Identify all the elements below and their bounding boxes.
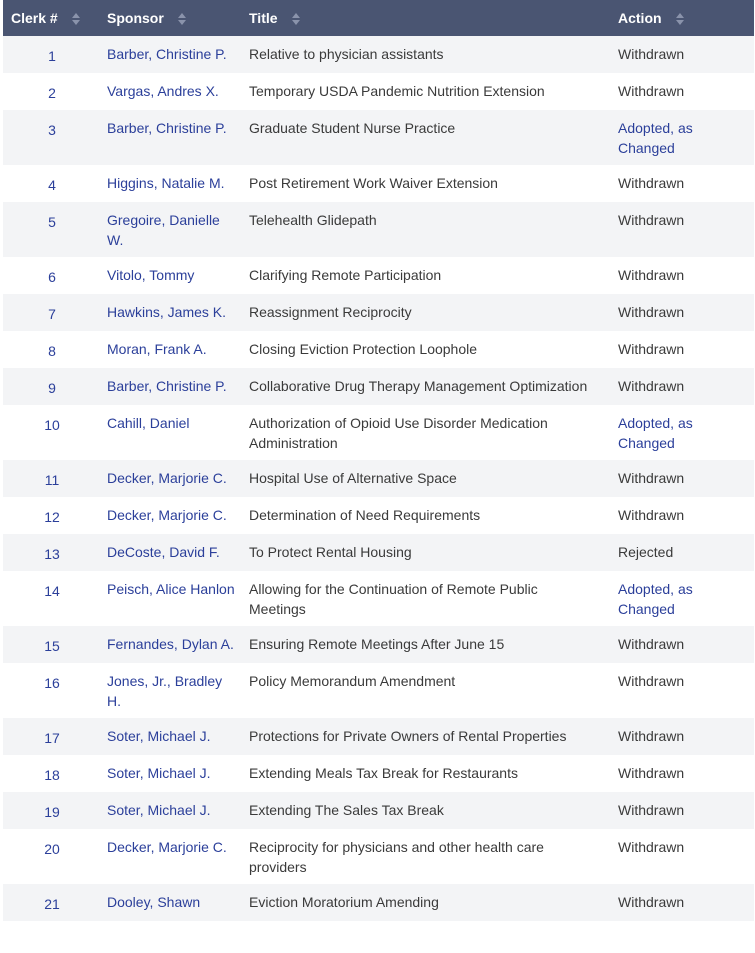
clerk-number-link[interactable]: 7 — [48, 306, 56, 322]
action-cell: Withdrawn — [618, 470, 685, 486]
sponsor-cell — [101, 792, 245, 829]
sort-icon[interactable] — [292, 13, 300, 25]
header-row — [3, 0, 754, 36]
sponsor-cell — [101, 73, 245, 110]
table-header — [3, 0, 754, 36]
table-row — [3, 663, 754, 718]
action-cell: Withdrawn — [618, 46, 685, 62]
title-cell: Closing Eviction Protection Loophole — [249, 341, 478, 357]
sponsor-cell — [101, 497, 245, 534]
title-cell: Telehealth Glidepath — [249, 212, 377, 228]
sponsor-cell — [101, 626, 245, 663]
sponsor-link[interactable]: Vargas, Andres X. — [107, 83, 219, 99]
title-cell: Post Retirement Work Waiver Extension — [249, 175, 498, 191]
title-cell: Policy Memorandum Amendment — [249, 673, 456, 689]
sponsor-cell — [101, 331, 245, 368]
sort-icon[interactable] — [676, 13, 684, 25]
sponsor-cell — [101, 368, 245, 405]
title-cell: Reassignment Reciprocity — [249, 304, 412, 320]
action-cell: Withdrawn — [618, 175, 685, 191]
sponsor-cell — [101, 460, 245, 497]
title-cell: Determination of Need Requirements — [249, 507, 481, 523]
clerk-number-link[interactable]: 5 — [48, 214, 56, 230]
sponsor-cell — [101, 884, 245, 921]
clerk-number-link[interactable]: 20 — [44, 841, 60, 857]
table-row — [3, 110, 754, 165]
action-cell[interactable]: Adopted, as Changed — [618, 120, 693, 156]
clerk-number-link[interactable]: 18 — [44, 767, 60, 783]
sponsor-link[interactable]: Moran, Frank A. — [107, 341, 207, 357]
sponsor-cell — [101, 534, 245, 571]
sort-icon[interactable] — [178, 13, 186, 25]
clerk-number-link[interactable]: 14 — [44, 583, 60, 599]
clerk-number-link[interactable]: 19 — [44, 804, 60, 820]
clerk-number-link[interactable]: 3 — [48, 122, 56, 138]
action-cell[interactable]: Adopted, as Changed — [618, 415, 693, 451]
title-cell: Collaborative Drug Therapy Management Optimization — [249, 378, 588, 394]
sponsor-link[interactable]: Decker, Marjorie C. — [107, 839, 227, 855]
sponsor-link[interactable]: Barber, Christine P. — [107, 46, 227, 62]
table-row — [3, 294, 754, 331]
action-cell: Withdrawn — [618, 267, 685, 283]
column-header-sponsor-label: Sponsor — [107, 10, 164, 26]
table-row — [3, 73, 754, 110]
sponsor-link[interactable]: Barber, Christine P. — [107, 378, 227, 394]
action-cell: Withdrawn — [618, 378, 685, 394]
sponsor-cell — [101, 829, 245, 884]
clerk-number-link[interactable]: 2 — [48, 85, 56, 101]
sponsor-link[interactable]: Higgins, Natalie M. — [107, 175, 225, 191]
title-cell: Temporary USDA Pandemic Nutrition Extension — [249, 83, 545, 99]
table-row — [3, 718, 754, 755]
clerk-number-link[interactable]: 12 — [44, 509, 60, 525]
table-row — [3, 626, 754, 663]
title-cell: Extending Meals Tax Break for Restaurants — [249, 765, 518, 781]
clerk-number-link[interactable]: 8 — [48, 343, 56, 359]
action-cell: Withdrawn — [618, 894, 685, 910]
sponsor-link[interactable]: Decker, Marjorie C. — [107, 507, 227, 523]
title-cell: Graduate Student Nurse Practice — [249, 120, 456, 136]
title-cell: Authorization of Opioid Use Disorder Medication Administration — [249, 415, 548, 451]
action-cell: Withdrawn — [618, 765, 685, 781]
sponsor-link[interactable]: Cahill, Daniel — [107, 415, 190, 431]
sponsor-link[interactable]: Hawkins, James K. — [107, 304, 227, 320]
clerk-number-link[interactable]: 4 — [48, 177, 56, 193]
title-cell: Protections for Private Owners of Rental Properties — [249, 728, 567, 744]
title-cell: Hospital Use of Alternative Space — [249, 470, 457, 486]
sponsor-link[interactable]: Decker, Marjorie C. — [107, 470, 227, 486]
clerk-number-link[interactable]: 13 — [44, 546, 60, 562]
sponsor-link[interactable]: Soter, Michael J. — [107, 728, 211, 744]
title-cell: Extending The Sales Tax Break — [249, 802, 444, 818]
table-row — [3, 884, 754, 921]
table-row — [3, 405, 754, 460]
action-cell: Rejected — [618, 544, 674, 560]
column-header-title-label: Title — [249, 10, 278, 26]
sponsor-cell — [101, 405, 245, 460]
clerk-number-link[interactable]: 17 — [44, 730, 60, 746]
table-row — [3, 460, 754, 497]
table-row — [3, 792, 754, 829]
sponsor-cell — [101, 257, 245, 294]
column-header-sponsor[interactable] — [101, 0, 245, 36]
clerk-number-link[interactable]: 15 — [44, 638, 60, 654]
clerk-number-link[interactable]: 16 — [44, 675, 60, 691]
sponsor-cell — [101, 165, 245, 202]
sponsor-link[interactable]: DeCoste, David F. — [107, 544, 220, 560]
table-body — [3, 36, 754, 921]
table-row — [3, 368, 754, 405]
sponsor-link[interactable]: Peisch, Alice Hanlon — [107, 581, 235, 597]
sponsor-cell — [101, 718, 245, 755]
sponsor-link[interactable]: Barber, Christine P. — [107, 120, 227, 136]
sponsor-link[interactable]: Soter, Michael J. — [107, 765, 211, 781]
clerk-number-link[interactable]: 11 — [44, 472, 60, 488]
sponsor-cell — [101, 755, 245, 792]
sponsor-link[interactable]: Jones, Jr., Bradley H. — [107, 673, 223, 709]
action-cell: Withdrawn — [618, 728, 685, 744]
action-cell: Withdrawn — [618, 802, 685, 818]
sponsor-cell — [101, 110, 245, 165]
column-header-clerk-label: Clerk # — [11, 10, 58, 26]
column-header-title[interactable] — [245, 0, 612, 36]
table-row — [3, 202, 754, 257]
title-cell: Ensuring Remote Meetings After June 15 — [249, 636, 505, 652]
sponsor-cell — [101, 663, 245, 718]
sponsor-cell — [101, 202, 245, 257]
action-cell: Withdrawn — [618, 341, 685, 357]
clerk-number-link[interactable]: 10 — [44, 417, 60, 433]
table-row — [3, 331, 754, 368]
sponsor-link[interactable]: Fernandes, Dylan A. — [107, 636, 234, 652]
column-header-clerk[interactable] — [3, 0, 101, 36]
title-cell: Allowing for the Continuation of Remote Public Meetings — [249, 581, 538, 617]
action-cell: Withdrawn — [618, 839, 685, 855]
action-cell: Withdrawn — [618, 507, 685, 523]
action-cell[interactable]: Adopted, as Changed — [618, 581, 693, 617]
table-row — [3, 36, 754, 73]
title-cell: Eviction Moratorium Amending — [249, 894, 439, 910]
sponsor-link[interactable]: Soter, Michael J. — [107, 802, 211, 818]
title-cell: Relative to physician assistants — [249, 46, 444, 62]
table-row — [3, 829, 754, 884]
title-cell: To Protect Rental Housing — [249, 544, 412, 560]
table-row — [3, 165, 754, 202]
title-cell: Reciprocity for physicians and other health care providers — [249, 839, 544, 875]
sponsor-link[interactable]: Vitolo, Tommy — [107, 267, 195, 283]
action-cell: Withdrawn — [618, 83, 685, 99]
table-row — [3, 534, 754, 571]
amendments-table — [3, 0, 754, 921]
action-cell: Withdrawn — [618, 673, 685, 689]
table-row — [3, 755, 754, 792]
clerk-number-link[interactable]: 9 — [48, 380, 56, 396]
clerk-number-link[interactable]: 1 — [48, 48, 56, 64]
action-cell: Withdrawn — [618, 212, 685, 228]
action-cell: Withdrawn — [618, 636, 685, 652]
column-header-action[interactable] — [612, 0, 754, 36]
sponsor-cell — [101, 294, 245, 331]
table-row — [3, 497, 754, 534]
clerk-number-link[interactable]: 6 — [48, 269, 56, 285]
sponsor-cell — [101, 571, 245, 626]
sponsor-cell — [101, 36, 245, 73]
clerk-number-link[interactable]: 21 — [44, 896, 60, 912]
sort-icon[interactable] — [72, 13, 80, 25]
sponsor-link[interactable]: Dooley, Shawn — [107, 894, 201, 910]
column-header-action-label: Action — [618, 10, 662, 26]
action-cell: Withdrawn — [618, 304, 685, 320]
table-row — [3, 257, 754, 294]
sponsor-link[interactable]: Gregoire, Danielle W. — [107, 212, 220, 248]
title-cell: Clarifying Remote Participation — [249, 267, 442, 283]
table-row — [3, 571, 754, 626]
